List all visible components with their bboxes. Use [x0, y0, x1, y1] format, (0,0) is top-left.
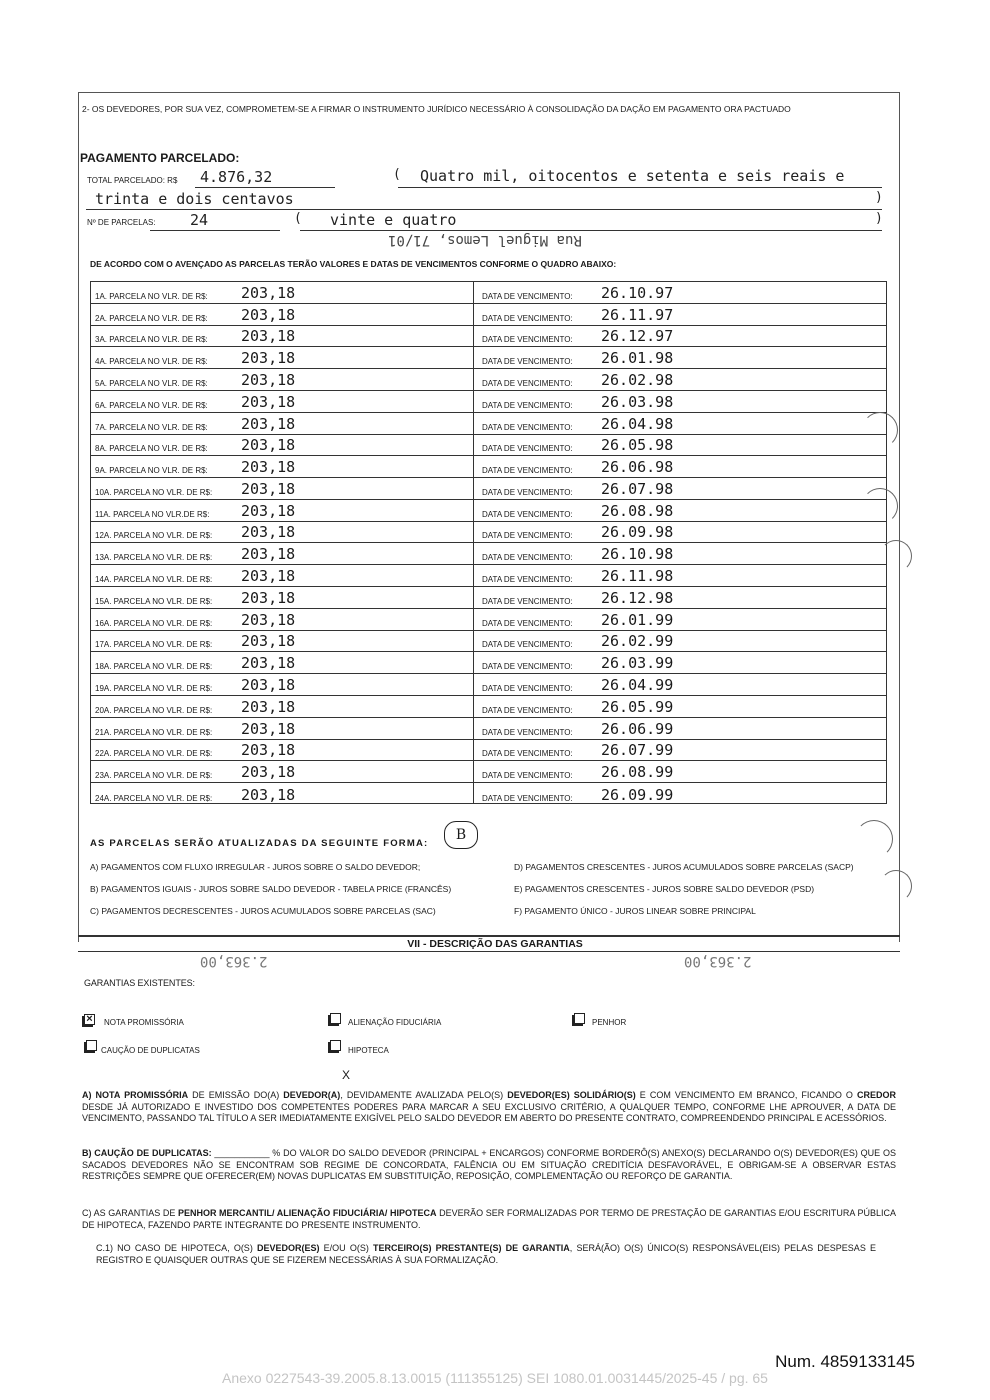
- installment-date: 26.04.98: [601, 414, 674, 433]
- mirrored-value-bleedthrough-2: 2.363,00: [684, 953, 752, 969]
- forma-option-b: B) PAGAMENTOS IGUAIS - JUROS SOBRE SALDO DEVEDOR - TABELA PRICE (FRANCÊS): [90, 884, 452, 894]
- caucao-duplicatas-checkbox[interactable]: [86, 1040, 97, 1051]
- paren-open-1: (: [393, 167, 401, 182]
- installment-date: 26.02.98: [601, 370, 674, 389]
- installment-row: [91, 631, 886, 653]
- installment-date: 26.04.99: [601, 676, 674, 695]
- installment-date-label: DATA DE VENCIMENTO:: [482, 422, 573, 432]
- installment-date-label: DATA DE VENCIMENTO:: [482, 618, 573, 628]
- installment-date-label: DATA DE VENCIMENTO:: [482, 378, 573, 388]
- installment-date: 26.10.97: [601, 283, 674, 302]
- annex-stamp: Anexo 0227543-39.2005.8.13.0015 (111355125) SEI 1080.01.0031445/2025-45 / pg. 65: [222, 1370, 768, 1386]
- installment-label: 14A. PARCELA NO VLR. DE R$:: [95, 575, 213, 585]
- punch-hole-arc-3: [880, 540, 912, 572]
- installment-value: 203,18: [241, 305, 296, 324]
- installment-label: 19A. PARCELA NO VLR. DE R$:: [95, 684, 213, 694]
- installment-date: 26.08.98: [601, 501, 674, 520]
- penhor-label: PENHOR: [592, 1018, 627, 1027]
- installment-date-label: DATA DE VENCIMENTO:: [482, 400, 573, 410]
- total-words-underline-1: [398, 186, 882, 188]
- installment-label: 23A. PARCELA NO VLR. DE R$:: [95, 771, 213, 781]
- installment-date-label: DATA DE VENCIMENTO:: [482, 531, 573, 541]
- installment-label: 5A. PARCELA NO VLR. DE R$:: [95, 378, 208, 388]
- installment-date-label: DATA DE VENCIMENTO:: [482, 313, 573, 323]
- section-vii-bottom-rule: [78, 951, 900, 952]
- forma-selected-box: B: [444, 821, 478, 849]
- installment-date-label: DATA DE VENCIMENTO:: [482, 727, 573, 737]
- installment-row: [91, 478, 886, 500]
- installment-date: 26.09.99: [601, 785, 674, 804]
- installment-label: 3A. PARCELA NO VLR. DE R$:: [95, 335, 208, 345]
- installment-label: 16A. PARCELA NO VLR. DE R$:: [95, 618, 213, 628]
- num-parcelas-value: 24: [190, 211, 209, 229]
- installment-row: [91, 652, 886, 674]
- installment-date: 26.12.98: [601, 588, 674, 607]
- clause-c-text-2: DEVERÃO SER FORMALIZADAS POR TERMO DE PRESTAÇÃO DE GARANTIAS E/OU ESCRITURA PÚBLICA DE HIPOTECA, FAZENDO PARTE INTEGRANTE DO PRESENTE INSTRUMENTO.: [82, 1208, 896, 1230]
- punch-hole-arc-1: [862, 412, 898, 448]
- installment-value: 203,18: [241, 588, 296, 607]
- clause-c1-bold-2: TERCEIRO(S) PRESTANTE(S) DE GARANTIA: [372, 1243, 570, 1253]
- forma-option-e: E) PAGAMENTOS CRESCENTES - JUROS SOBRE SALDO DEVEDOR (PSD): [514, 884, 815, 894]
- mirrored-value-bleedthrough-1: 2.363,00: [200, 953, 268, 969]
- frame-left-border: [78, 92, 79, 942]
- clause-2-text: 2- OS DEVEDORES, POR SUA VEZ, COMPROMETEM-SE A FIRMAR O INSTRUMENTO JURÍDICO NECESSÁRIO À CONSOLIDAÇÃO DA DAÇÃO EM PAGAMENTO ORA PACTUADO: [82, 104, 791, 114]
- installment-value: 203,18: [241, 414, 296, 433]
- section-vii-title: VII - DESCRIÇÃO DAS GARANTIAS: [407, 938, 583, 950]
- installment-value: 203,18: [241, 610, 296, 629]
- installment-label: 7A. PARCELA NO VLR. DE R$:: [95, 422, 208, 432]
- installment-row: [91, 369, 886, 391]
- installment-row: [91, 347, 886, 369]
- total-words-line-1: Quatro mil, oitocentos e setenta e seis reais e: [420, 167, 845, 185]
- penhor-checkbox[interactable]: [574, 1013, 585, 1024]
- installment-row: [91, 456, 886, 478]
- punch-hole-arc-4: [855, 820, 893, 858]
- installments-table: [90, 281, 887, 804]
- installment-date-label: DATA DE VENCIMENTO:: [482, 662, 573, 672]
- clause-b-paragraph: [82, 1148, 896, 1183]
- installment-value: 203,18: [241, 479, 296, 498]
- installment-date-label: DATA DE VENCIMENTO:: [482, 705, 573, 715]
- installment-label: 17A. PARCELA NO VLR. DE R$:: [95, 640, 213, 650]
- clause-c1-text-2: E/OU O(S): [319, 1243, 373, 1253]
- installment-date: 26.11.98: [601, 567, 674, 586]
- installment-row: [91, 783, 886, 805]
- total-value-underline: [195, 186, 335, 188]
- installment-label: 4A. PARCELA NO VLR. DE R$:: [95, 357, 208, 367]
- installment-row: [91, 304, 886, 326]
- x-mark: X: [342, 1068, 351, 1082]
- installment-value: 203,18: [241, 501, 296, 520]
- clause-a-text-3: E COM VENCIMENTO EM BRANCO, FICANDO O: [635, 1090, 857, 1100]
- installment-value: 203,18: [241, 436, 296, 455]
- installment-value: 203,18: [241, 392, 296, 411]
- num-parcelas-words-underline: [300, 229, 882, 231]
- installment-row: [91, 326, 886, 348]
- frame-top-border: [78, 92, 900, 93]
- installment-date: 26.08.99: [601, 763, 674, 782]
- installment-value: 203,18: [241, 567, 296, 586]
- garantias-existentes-label: GARANTIAS EXISTENTES:: [84, 978, 195, 988]
- clause-a-text-2: , DEVIDAMENTE AVALIZADA PELO(S): [340, 1090, 508, 1100]
- installment-label: 6A. PARCELA NO VLR. DE R$:: [95, 400, 208, 410]
- installment-date: 26.05.99: [601, 697, 674, 716]
- punch-hole-arc-5: [880, 870, 912, 902]
- clause-a-head: A) NOTA PROMISSÓRIA: [82, 1090, 189, 1100]
- pagamento-parcelado-title: PAGAMENTO PARCELADO:: [80, 151, 240, 165]
- installment-label: 1A. PARCELA NO VLR. DE R$:: [95, 291, 208, 301]
- section-vii-top-rule: [78, 935, 900, 937]
- clause-a-bold-3: CREDOR: [856, 1090, 896, 1100]
- installment-date-label: DATA DE VENCIMENTO:: [482, 444, 573, 454]
- nota-promissoria-checkbox[interactable]: ×: [84, 1014, 95, 1025]
- installment-label: 15A. PARCELA NO VLR. DE R$:: [95, 596, 213, 606]
- installment-row: [91, 718, 886, 740]
- installment-row: [91, 761, 886, 783]
- num-parcelas-underline: [150, 229, 280, 231]
- quadro-intro-text: DE ACORDO COM O AVENÇADO AS PARCELAS TERÃO VALORES E DATAS DE VENCIMENTOS CONFORME O QUADRO ABAIXO:: [90, 259, 617, 269]
- installment-label: 13A. PARCELA NO VLR. DE R$:: [95, 553, 213, 563]
- clause-c1-text-3: , SERÁ(ÃO) O(S) ÚNICO(S) RESPONSÁVEL(EIS) PELAS DESPESAS E REGISTRO E QUAISQUER OUTRAS QUE SE FIZEREM NECESSÁRIAS À SUA FORMALIZAÇÃO.: [96, 1243, 876, 1265]
- installment-value: 203,18: [241, 370, 296, 389]
- installment-date: 26.09.98: [601, 523, 674, 542]
- installment-value: 203,18: [241, 349, 296, 368]
- installment-label: 10A. PARCELA NO VLR. DE R$:: [95, 487, 213, 497]
- installment-date-label: DATA DE VENCIMENTO:: [482, 553, 573, 563]
- installment-label: 8A. PARCELA NO VLR. DE R$:: [95, 444, 208, 454]
- installment-value: 203,18: [241, 785, 296, 804]
- installment-value: 203,18: [241, 763, 296, 782]
- clause-c1-bold-1: DEVEDOR(ES): [256, 1243, 320, 1253]
- installment-value: 203,18: [241, 697, 296, 716]
- clause-c-text-1: C) AS GARANTIAS DE: [82, 1208, 178, 1218]
- installment-date: 26.05.98: [601, 436, 674, 455]
- num-parcelas-words: vinte e quatro: [330, 211, 457, 229]
- installment-row: [91, 740, 886, 762]
- hipoteca-checkbox[interactable]: [330, 1040, 341, 1051]
- alienacao-fiduciaria-label: ALIENAÇÃO FIDUCIÁRIA: [348, 1018, 442, 1027]
- clause-c-paragraph: [82, 1208, 896, 1231]
- installment-date: 26.11.97: [601, 305, 674, 324]
- num-parcelas-label: Nº DE PARCELAS:: [87, 218, 156, 227]
- installment-label: 9A. PARCELA NO VLR. DE R$:: [95, 466, 208, 476]
- clause-a-bold-2: DEVEDOR(ES) SOLIDÁRIO(S): [507, 1090, 636, 1100]
- nota-promissoria-label: NOTA PROMISSÓRIA: [104, 1018, 184, 1027]
- installment-date-label: DATA DE VENCIMENTO:: [482, 793, 573, 803]
- forma-atualizacao-title: AS PARCELAS SERÃO ATUALIZADAS DA SEGUINTE FORMA:: [90, 838, 429, 849]
- clause-c1-text-1: C.1) NO CASO DE HIPOTECA, O(S): [96, 1243, 257, 1253]
- forma-option-d: D) PAGAMENTOS CRESCENTES - JUROS ACUMULADOS SOBRE PARCELAS (SACP): [514, 862, 854, 872]
- clause-c1-paragraph: [96, 1243, 876, 1266]
- installment-date-label: DATA DE VENCIMENTO:: [482, 487, 573, 497]
- total-words-underline-2: [86, 208, 882, 210]
- clause-b-head: B) CAUÇÃO DE DUPLICATAS:: [82, 1148, 212, 1158]
- installment-label: 18A. PARCELA NO VLR. DE R$:: [95, 662, 213, 672]
- installment-date: 26.10.98: [601, 545, 674, 564]
- installment-value: 203,18: [241, 632, 296, 651]
- installment-row: [91, 435, 886, 457]
- total-parcelado-value: 4.876,32: [200, 168, 273, 186]
- installment-value: 203,18: [241, 545, 296, 564]
- clause-a-text-1: DE EMISSÃO DO(A): [188, 1090, 284, 1100]
- total-words-line-2: trinta e dois centavos: [95, 190, 294, 208]
- installment-row: [91, 565, 886, 587]
- installment-row: [91, 522, 886, 544]
- frame-right-border: [899, 92, 900, 942]
- forma-option-a: A) PAGAMENTOS COM FLUXO IRREGULAR - JUROS SOBRE O SALDO DEVEDOR;: [90, 862, 421, 872]
- installment-label: 11A. PARCELA NO VLR.DE R$:: [95, 509, 210, 519]
- installment-date-label: DATA DE VENCIMENTO:: [482, 466, 573, 476]
- installment-date: 26.06.98: [601, 458, 674, 477]
- installment-value: 203,18: [241, 719, 296, 738]
- installment-value: 203,18: [241, 327, 296, 346]
- clause-a-paragraph: [82, 1090, 896, 1125]
- installment-date-label: DATA DE VENCIMENTO:: [482, 575, 573, 585]
- punch-hole-arc-2: [862, 488, 898, 524]
- installment-row: [91, 696, 886, 718]
- clause-a-text-4: DESDE JÁ AUTORIZADO E INVESTIDO DOS COMPETENTES PODERES PARA MARCAR A SEU EXCLUSIVO CRITÉRIO, A QUALQUER TEMPO, CONFORME LHE APROUVER, A DATA DE VENCIMENTO, PASSANDO TAL TÍTULO A SER IMEDIATAMENTE EXIGÍVEL PELO SALDO DEVEDOR EM ABERTO DO PRESENTE CONTRATO, COMPREENDENDO PRINCIPAL E ACESSÓRIOS.: [82, 1101, 896, 1123]
- installment-date-label: DATA DE VENCIMENTO:: [482, 640, 573, 650]
- installment-date: 26.03.98: [601, 392, 674, 411]
- installment-value: 203,18: [241, 523, 296, 542]
- installment-date-label: DATA DE VENCIMENTO:: [482, 509, 573, 519]
- installment-date-label: DATA DE VENCIMENTO:: [482, 291, 573, 301]
- installment-value: 203,18: [241, 283, 296, 302]
- installment-date-label: DATA DE VENCIMENTO:: [482, 357, 573, 367]
- installment-date: 26.01.98: [601, 349, 674, 368]
- installment-date: 26.12.97: [601, 327, 674, 346]
- installment-value: 203,18: [241, 654, 296, 673]
- paren-close-1: ): [875, 190, 883, 205]
- installment-value: 203,18: [241, 741, 296, 760]
- installment-value: 203,18: [241, 458, 296, 477]
- installment-row: [91, 674, 886, 696]
- installment-label: 2A. PARCELA NO VLR. DE R$:: [95, 313, 208, 323]
- installment-date-label: DATA DE VENCIMENTO:: [482, 771, 573, 781]
- clause-b-text: ___________ % DO VALOR DO SALDO DEVEDOR (PRINCIPAL + ENCARGOS) CONFORME BORDERÔ(S) ANEXO(S) DECLARANDO O(S) DEVEDOR(ES) QUE OS SACADOS DEVEDORES NÃO SE ENCONTRAM SOB REGIME DE CONCORDATA, FALÊNCIA OU EM SITUAÇÃO CREDITÍCIA DESFAVORÁVEL, E OBRIGAM-SE A OBSERVAR ESTAS RESTRIÇÕES SEMPRE QUE OFERECER(EM) NOVAS DUPLICATAS EM SUBSTITUIÇÃO, REPOSIÇÃO, COMPLEMENTAÇÃO OU REFORÇO DE GARANTIA.: [82, 1148, 896, 1181]
- installment-label: 22A. PARCELA NO VLR. DE R$:: [95, 749, 213, 759]
- mirrored-address-bleedthrough: Rua Miguel Lemos, 71/01: [388, 232, 582, 248]
- installment-row: [91, 587, 886, 609]
- installment-label: 20A. PARCELA NO VLR. DE R$:: [95, 705, 213, 715]
- installment-label: 21A. PARCELA NO VLR. DE R$:: [95, 727, 213, 737]
- installment-date: 26.01.99: [601, 610, 674, 629]
- clause-a-bold-1: DEVEDOR(A): [283, 1090, 341, 1100]
- hipoteca-label: HIPOTECA: [348, 1046, 389, 1055]
- installment-date: 26.06.99: [601, 719, 674, 738]
- installment-label: 24A. PARCELA NO VLR. DE R$:: [95, 793, 213, 803]
- document-number: Num. 4859133145: [775, 1352, 915, 1371]
- installment-date-label: DATA DE VENCIMENTO:: [482, 684, 573, 694]
- installment-date: 26.07.99: [601, 741, 674, 760]
- installment-date: 26.07.98: [601, 479, 674, 498]
- installment-row: [91, 609, 886, 631]
- alienacao-fiduciaria-checkbox[interactable]: [330, 1013, 341, 1024]
- forma-option-f: F) PAGAMENTO ÚNICO - JUROS LINEAR SOBRE PRINCIPAL: [514, 906, 756, 916]
- installment-row: [91, 282, 886, 304]
- installment-value: 203,18: [241, 676, 296, 695]
- installment-label: 12A. PARCELA NO VLR. DE R$:: [95, 531, 213, 541]
- paren-open-2: (: [294, 211, 302, 226]
- installment-row: [91, 391, 886, 413]
- installment-row: [91, 500, 886, 522]
- paren-close-2: ): [875, 211, 883, 226]
- clause-c-bold: PENHOR MERCANTIL/ ALIENAÇÃO FIDUCIÁRIA/ HIPOTECA: [177, 1208, 437, 1218]
- installment-row: [91, 413, 886, 435]
- installment-row: [91, 544, 886, 566]
- installment-date-label: DATA DE VENCIMENTO:: [482, 596, 573, 606]
- installment-date: 26.03.99: [601, 654, 674, 673]
- caucao-duplicatas-label: CAUÇÃO DE DUPLICATAS: [101, 1046, 200, 1055]
- installment-date-label: DATA DE VENCIMENTO:: [482, 335, 573, 345]
- total-parcelado-label: TOTAL PARCELADO: R$: [87, 176, 178, 185]
- installment-date: 26.02.99: [601, 632, 674, 651]
- forma-option-c: C) PAGAMENTOS DECRESCENTES - JUROS ACUMULADOS SOBRE PARCELAS (SAC): [90, 906, 436, 916]
- installment-date-label: DATA DE VENCIMENTO:: [482, 749, 573, 759]
